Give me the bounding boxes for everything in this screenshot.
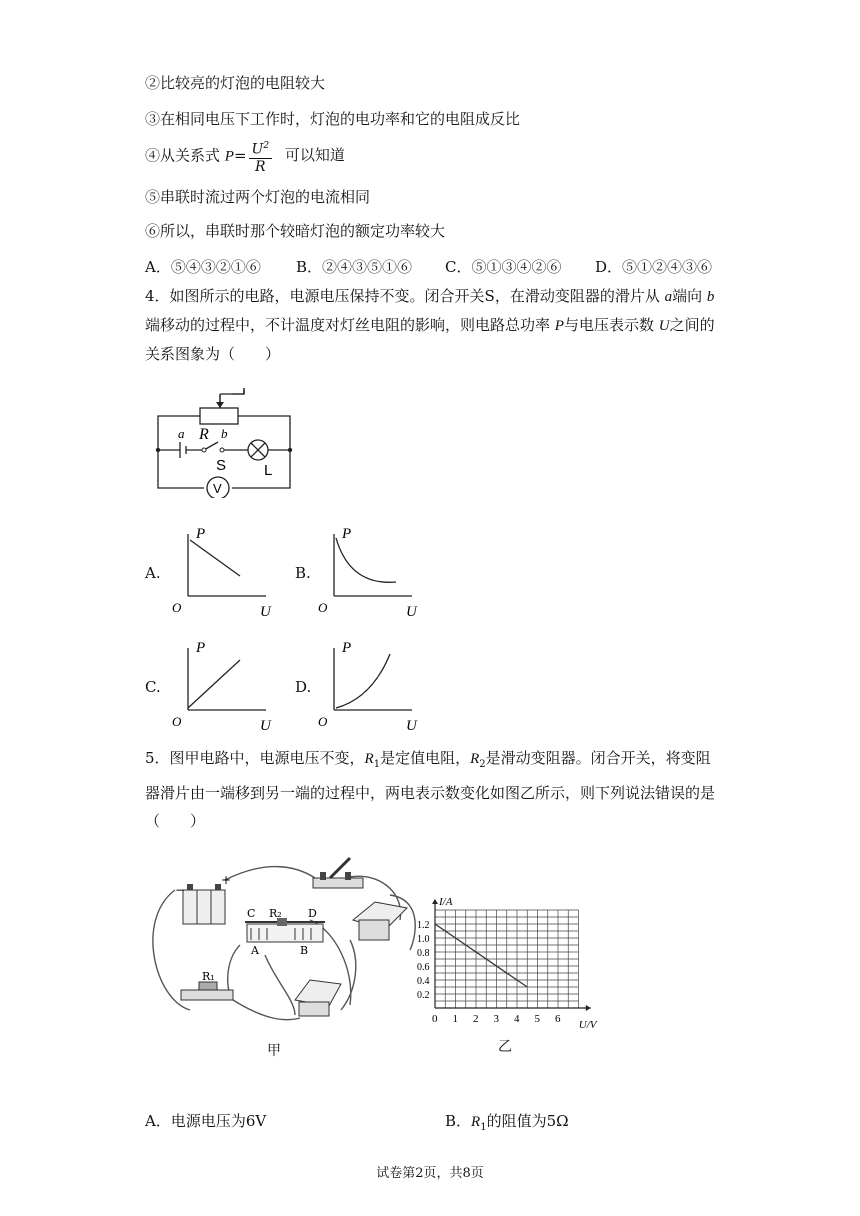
curve-d xyxy=(336,654,390,708)
x-tick-label: 5 xyxy=(534,1013,540,1025)
x-tick-label: 0 xyxy=(432,1013,438,1025)
curve-b xyxy=(336,538,396,582)
question-5-text: 5．图甲电路中，电源电压不变，$R_1$是定值电阻，$R_2$是滑动变阻器。闭合开关，将变阻器滑片由一端移到另一端的过程中，两电表示数变化如图乙所示，则下列说法错误的是（ ） xyxy=(145,749,716,830)
apparatus-figure-jia xyxy=(145,850,430,1025)
rheostat-r2 xyxy=(245,918,325,942)
u-axis-label: U xyxy=(260,604,271,620)
origin-label: O xyxy=(172,714,182,729)
label-v: V xyxy=(213,481,222,496)
origin-label: O xyxy=(172,600,182,615)
statement-5: ⑤串联时流过两个灯泡的电流相同 xyxy=(145,188,371,206)
q3-option-d[interactable]: D．⑤①②④③⑥ xyxy=(595,258,713,276)
iu-chart xyxy=(415,880,600,1030)
q3-option-c[interactable]: C．⑤①③④②⑥ xyxy=(445,258,562,276)
p-axis-label: P xyxy=(196,526,206,542)
knife-switch xyxy=(313,858,363,888)
q5-option-a[interactable]: A．电源电压为6V xyxy=(145,1112,267,1130)
statement-3: ③在相同电压下工作时，灯泡的电功率和它的电阻成反比 xyxy=(145,110,521,128)
q5-option-b[interactable]: B．$R_1$的阻值为5Ω xyxy=(445,1112,569,1133)
label-r1: R₁ xyxy=(202,970,215,983)
label-r: R xyxy=(199,426,209,443)
figure-caption-jia: 甲 xyxy=(267,1043,281,1059)
label-b: b xyxy=(221,426,228,441)
x-axis-label: U/V xyxy=(578,1019,597,1030)
graph-a[interactable] xyxy=(170,520,280,620)
label-terminal-a: A xyxy=(251,944,259,957)
p-axis-label: P xyxy=(196,640,206,656)
y-tick-label: 0.2 xyxy=(417,990,430,1001)
q4-option-b-label[interactable]: B. xyxy=(295,564,311,582)
graph-b[interactable] xyxy=(316,520,426,620)
resistor-r1 xyxy=(181,982,233,1000)
battery-plus: + xyxy=(221,873,232,887)
rheostat-body xyxy=(200,408,238,424)
u-axis-label: U xyxy=(406,718,417,734)
x-tick-label: 6 xyxy=(555,1013,561,1025)
q3-option-a[interactable]: A．⑤④③②①⑥ xyxy=(145,258,261,276)
x-tick-label: 4 xyxy=(514,1013,520,1025)
label-l: L xyxy=(264,462,273,479)
origin-label: O xyxy=(318,714,328,729)
battery-pack xyxy=(183,884,225,924)
graph-d[interactable] xyxy=(316,634,426,734)
question-4-text: 4．如图所示的电路，电源电压保持不变。闭合开关S，在滑动变阻器的滑片从 a端向 b端移动的过程中，不计温度对灯丝电阻的影响，则电路总功率 P与电压表示数 U之间的关系图象为（ ） xyxy=(145,287,715,363)
x-arrow xyxy=(586,1005,591,1011)
page-footer: 试卷第2页，共8页 xyxy=(376,1166,484,1181)
label-c: C xyxy=(247,907,256,920)
q3-option-b[interactable]: B．②④③⑤①⑥ xyxy=(296,258,413,276)
ammeter xyxy=(353,902,407,940)
label-terminal-b: B xyxy=(300,944,309,957)
figure-caption-yi: 乙 xyxy=(498,1039,512,1055)
p-axis-label: P xyxy=(342,526,352,542)
statement-4: ④从关系式 P= $\frac{U^2}{R}$ 可以知道 xyxy=(145,138,345,175)
x-tick-label: 3 xyxy=(493,1013,499,1025)
label-a: a xyxy=(178,426,185,441)
graph-c[interactable] xyxy=(170,634,280,734)
y-arrow xyxy=(432,899,438,904)
y-axis-label: I/A xyxy=(439,896,453,908)
y-tick-label: 1.0 xyxy=(417,934,430,945)
label-r2: R₂ xyxy=(269,907,282,920)
battery-minus: − xyxy=(175,883,186,897)
y-tick-label: 0.6 xyxy=(417,962,430,973)
q4-circuit-diagram xyxy=(150,388,300,498)
fraction-u2-over-r: $\frac{U^2}{R}$ xyxy=(249,138,273,175)
q4-option-d-label[interactable]: D. xyxy=(295,678,312,696)
q4-option-c-label[interactable]: C. xyxy=(145,678,161,696)
curve-c xyxy=(188,660,240,708)
label-s: S xyxy=(216,457,227,474)
y-tick-label: 0.8 xyxy=(417,948,430,959)
origin-label: O xyxy=(318,600,328,615)
series-line xyxy=(435,924,527,987)
u-axis-label: U xyxy=(260,718,271,734)
y-tick-label: 1.2 xyxy=(417,920,430,931)
q4-option-a-label[interactable]: A. xyxy=(145,564,161,582)
y-tick-label: 0.4 xyxy=(417,976,430,987)
p-axis-label: P xyxy=(342,640,352,656)
statement-6: ⑥所以，串联时那个较暗灯泡的额定功率较大 xyxy=(145,222,446,240)
x-tick-label: 1 xyxy=(452,1013,458,1025)
x-tick-label: 2 xyxy=(473,1013,479,1025)
label-d: D xyxy=(308,907,317,920)
u-axis-label: U xyxy=(406,604,417,620)
voltmeter xyxy=(295,980,341,1016)
curve-a xyxy=(190,540,240,576)
statement-2: ②比较亮的灯泡的电阻较大 xyxy=(145,74,326,92)
